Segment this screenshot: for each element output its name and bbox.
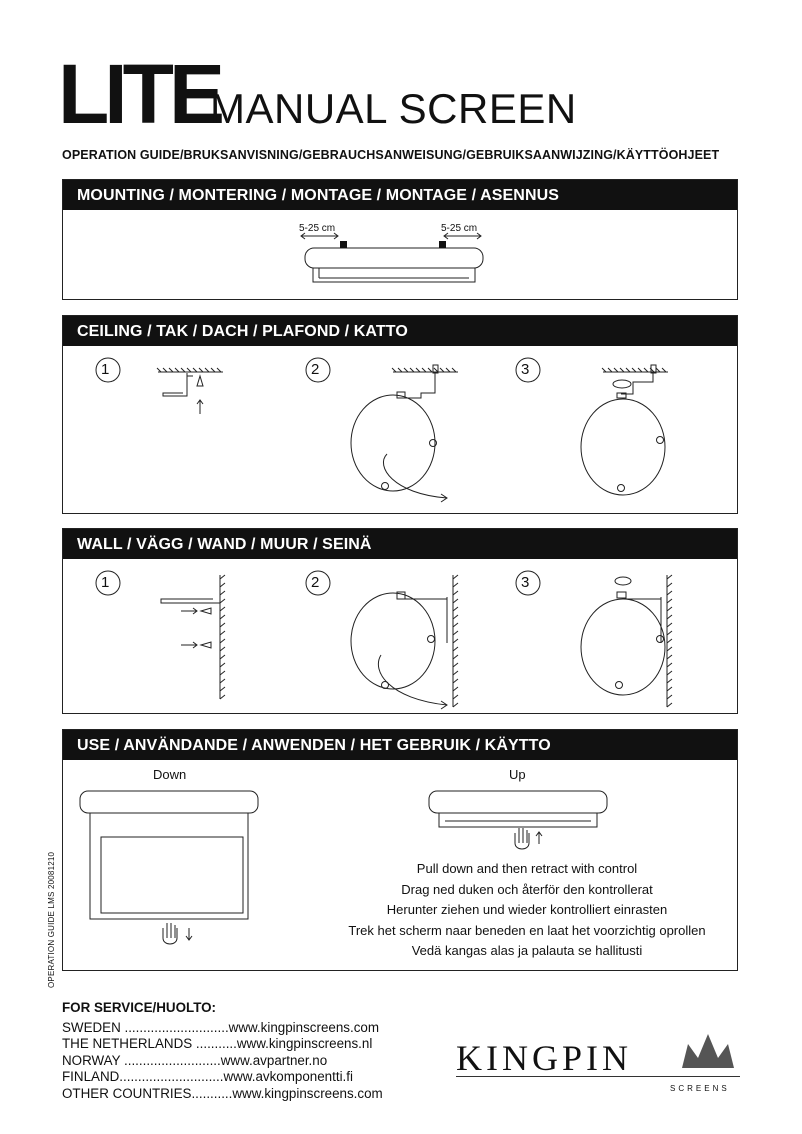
use-down-label: Down — [153, 767, 187, 782]
wall-step-3: 3 — [521, 574, 530, 591]
service-entry: SWEDEN ............................www.kingpinscreens.com — [62, 1019, 379, 1035]
wall-title: WALL / VÄGG / WAND / MUUR / SEINÄ — [63, 529, 737, 559]
ceiling-step-3: 3 — [521, 361, 530, 378]
mounting-diagram — [63, 180, 739, 301]
ceiling-section — [62, 315, 738, 514]
wall-section — [62, 528, 738, 714]
guide-title: OPERATION GUIDE/BRUKSANVISNING/GEBRAUCHSANWEISUNG/GEBRUIKSAANWIJZING/KÄYTTÖOHJEET — [62, 148, 720, 162]
instruction-fi: Vedä kangas alas ja palauta se hallitusti — [411, 943, 643, 958]
wall-diagram — [63, 529, 739, 715]
mounting-section — [62, 179, 738, 300]
instruction-sv: Drag ned duken och återför den kontrollerat — [401, 881, 653, 897]
side-document-code: OPERATION GUIDE LMS 20081210 — [47, 851, 56, 988]
instruction-en: Pull down and then retract with control — [416, 861, 638, 876]
product-title: MANUAL SCREEN — [210, 85, 577, 132]
service-entry: THE NETHERLANDS ...........www.kingpinscreens.nl — [62, 1036, 373, 1051]
use-section — [62, 729, 738, 971]
mount-distance-left: 5-25 cm — [299, 223, 336, 234]
crown-icon — [678, 1028, 738, 1078]
service-entry: FINLAND............................www.avkomponentti.fi — [62, 1069, 353, 1084]
mounting-title: MOUNTING / MONTERING / MONTAGE / MONTAGE / ASENNUS — [63, 180, 737, 210]
logo-tagline: SCREENS — [670, 1084, 730, 1093]
mount-distance-right: 5-25 cm — [441, 223, 478, 234]
instruction-de: Herunter ziehen und wieder kontrolliert einrasten — [386, 902, 668, 917]
ceiling-diagram — [63, 316, 739, 515]
instruction-nl: Trek het scherm naar beneden en laat het voorzichtig oprollen — [348, 922, 706, 938]
brand-title: LITE — [58, 47, 220, 141]
ceiling-title: CEILING / TAK / DACH / PLAFOND / KATTO — [63, 316, 737, 346]
ceiling-step-1: 1 — [101, 361, 110, 378]
service-title: FOR SERVICE/HUOLTO: — [62, 1000, 217, 1015]
ceiling-step-2: 2 — [311, 361, 320, 378]
service-entry: NORWAY ..........................www.avpartner.no — [62, 1052, 328, 1068]
logo-wordmark: KINGPIN — [456, 1038, 632, 1078]
service-entry: OTHER COUNTRIES...........www.kingpinscreens.com — [62, 1085, 383, 1101]
use-up-label: Up — [509, 767, 526, 782]
service-contacts — [62, 1000, 383, 1102]
use-instructions — [317, 859, 737, 962]
wall-step-1: 1 — [101, 574, 110, 591]
wall-step-2: 2 — [311, 574, 320, 591]
use-title: USE / ANVÄNDANDE / ANWENDEN / HET GEBRUIK / KÄYTTO — [63, 730, 737, 760]
